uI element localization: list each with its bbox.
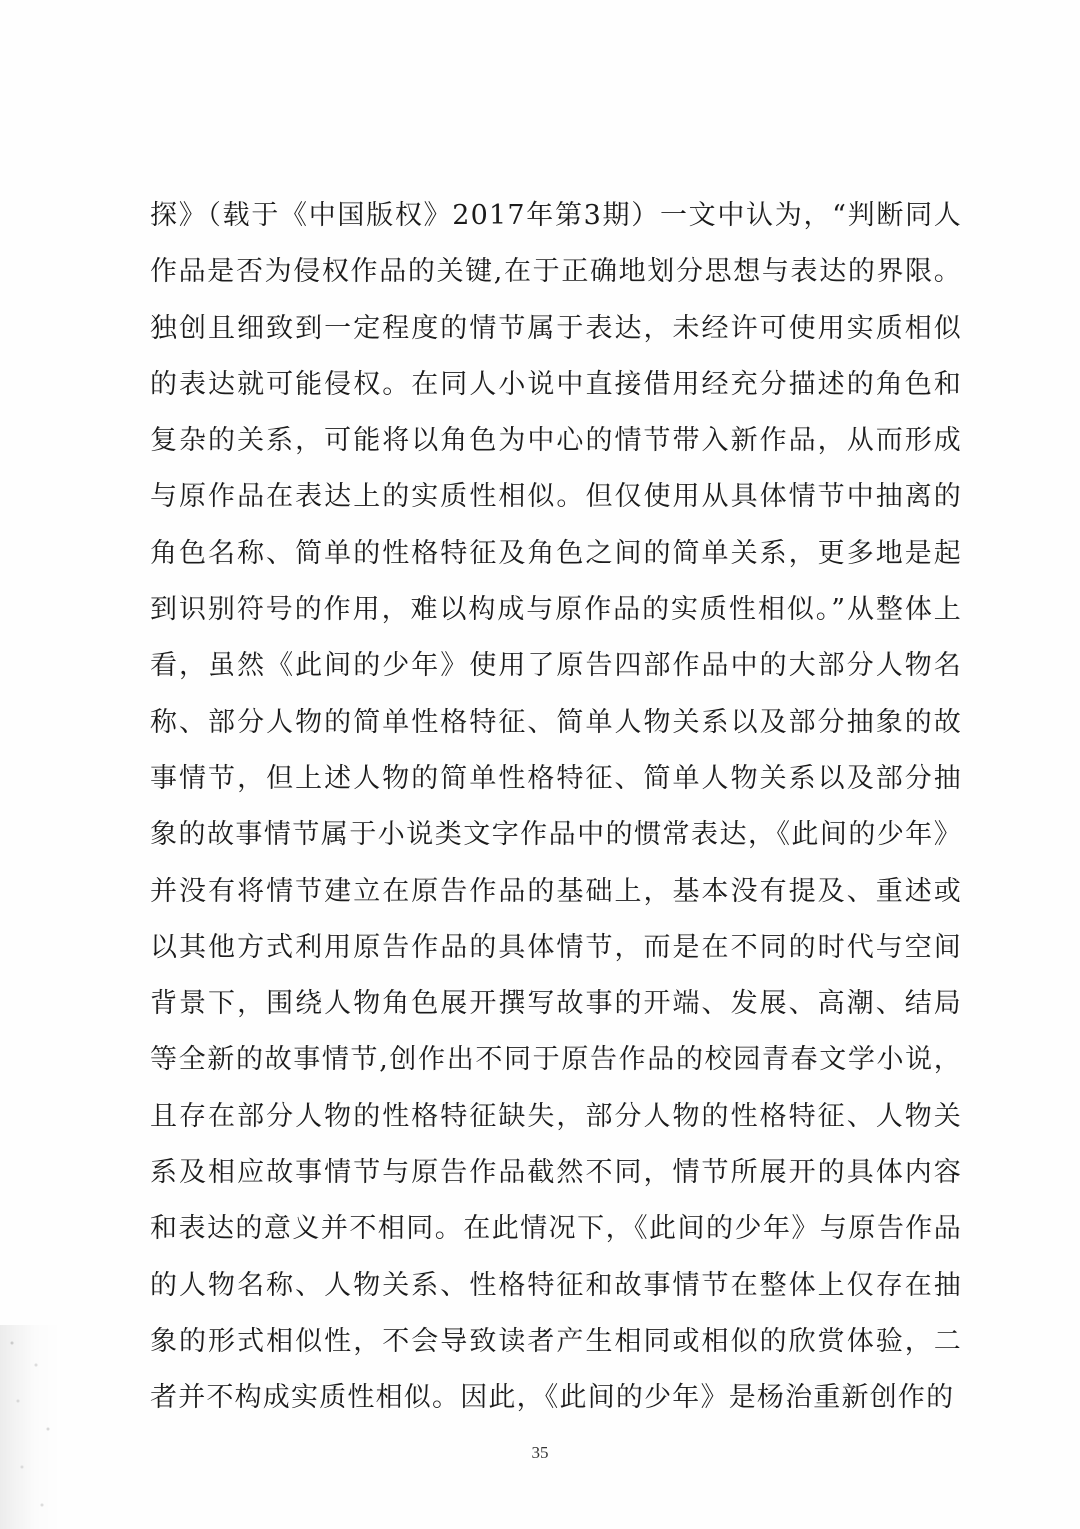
text-line: 复杂的关系，可能将以角色为中心的情节带入新作品，从而形成 [150, 425, 962, 457]
text-line: 独创且细致到一定程度的情节属于表达，未经许可使用实质相似 [150, 312, 962, 344]
text-line: 事情节，但上述人物的简单性格特征、简单人物关系以及部分抽 [150, 762, 962, 794]
text-line: 作品是否为侵权作品的关键,在于正确地划分思想与表达的界限。 [150, 256, 962, 288]
text-line: 并没有将情节建立在原告作品的基础上，基本没有提及、重述或 [150, 875, 962, 907]
text-line: 象的故事情节属于小说类文字作品中的惯常表达，《此间的少年》 [150, 819, 962, 851]
text-line: 等全新的故事情节,创作出不同于原告作品的校园青春文学小说， [150, 1044, 962, 1076]
text-line: 系及相应故事情节与原告作品截然不同，情节所展开的具体内容 [150, 1157, 962, 1189]
text-line: 看，虽然《此间的少年》使用了原告四部作品中的大部分人物名 [150, 650, 962, 682]
text-line: 的表达就可能侵权。在同人小说中直接借用经充分描述的角色和 [150, 368, 962, 400]
text-line: 称、部分人物的简单性格特征、简单人物关系以及部分抽象的故 [150, 706, 962, 738]
text-line: 的人物名称、人物关系、性格特征和故事情节在整体上仅存在抽 [150, 1269, 962, 1301]
text-line: 到识别符号的作用，难以构成与原作品的实质性相似。”从整体上 [150, 594, 962, 626]
text-line: 探》（载于《中国版权》2017年第3期）一文中认为，“判断同人 [150, 200, 962, 231]
text-line: 以其他方式利用原告作品的具体情节，而是在不同的时代与空间 [150, 931, 962, 963]
document-body [150, 188, 962, 1427]
scan-edge-decoration [0, 1325, 70, 1529]
text-line: 者并不构成实质性相似。因此，《此间的少年》是杨治重新创作的 [150, 1382, 955, 1414]
text-line: 象的形式相似性，不会导致读者产生相同或相似的欣赏体验，二 [150, 1325, 962, 1357]
text-line: 和表达的意义并不相同。在此情况下，《此间的少年》与原告作品 [150, 1213, 962, 1245]
text-line: 且存在部分人物的性格特征缺失，部分人物的性格特征、人物关 [150, 1100, 962, 1132]
text-line: 与原作品在表达上的实质性相似。但仅使用从具体情节中抽离的 [150, 481, 962, 513]
text-line: 背景下，围绕人物角色展开撰写故事的开端、发展、高潮、结局 [150, 988, 962, 1020]
text-line: 角色名称、简单的性格特征及角色之间的简单关系，更多地是起 [150, 537, 962, 569]
page-number: 35 [531, 1443, 549, 1462]
